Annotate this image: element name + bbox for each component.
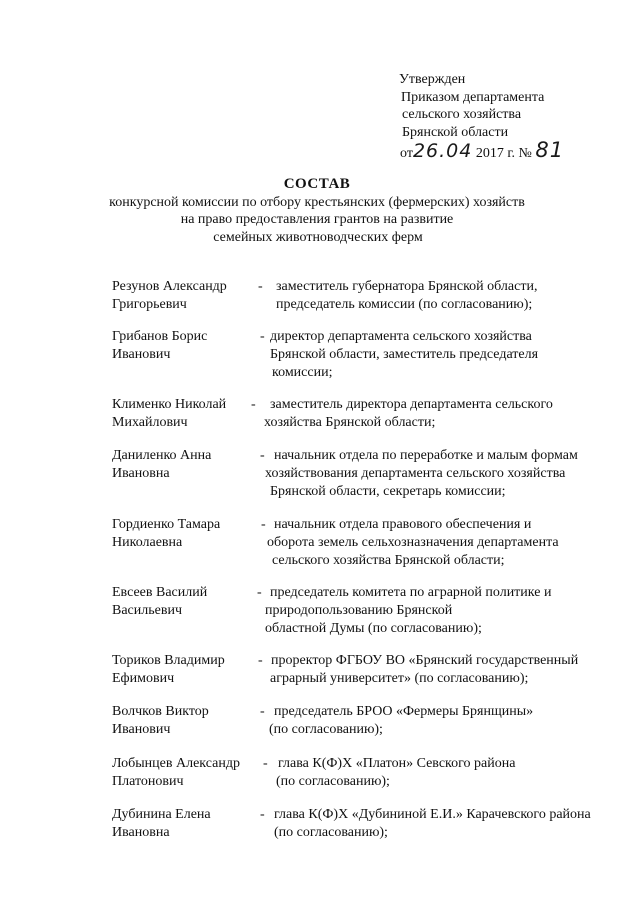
member-role-line: начальник отдела правового обеспечения и [274, 517, 532, 532]
member-role-line: председатель комиссии (по согласованию); [276, 297, 533, 312]
member-role-line: (по согласованию); [274, 825, 388, 840]
member-role-line: заместитель директора департамента сельского [270, 397, 553, 412]
member-name-line: Михайлович [112, 415, 188, 430]
member-name [112, 703, 257, 739]
header-line: на право предоставления грантов на развитие [180, 212, 454, 227]
entry-dash: - [258, 279, 263, 294]
member-name-line: Васильевич [112, 603, 182, 618]
member-name-line: Ториков Владимир [112, 653, 225, 668]
header-line: конкурсной комиссии по отбору крестьянских (фермерских) хозяйств [109, 194, 525, 210]
member-name-line: Волчков Виктор [112, 704, 209, 719]
member-name [112, 806, 257, 842]
member-role-line: начальник отдела по переработке и малым формам [274, 448, 578, 463]
member-name-line: Евсеев Василий [112, 585, 208, 600]
approval-line: Утвержден [399, 72, 466, 87]
entry-dash: - [251, 397, 256, 412]
member-role-line: комиссии; [272, 365, 333, 380]
document-title: СОСТАВ [283, 176, 351, 192]
member-role-line: директор департамента сельского хозяйства [270, 329, 532, 344]
member-name [112, 652, 257, 688]
handwritten-date: 26.04 [412, 140, 473, 162]
header-line: семейных животноводческих ферм [213, 229, 423, 245]
member-name-line: Ивановна [112, 466, 170, 481]
member-role-line: (по согласованию); [269, 722, 383, 737]
member-role-line: (по согласованию); [276, 774, 390, 789]
member-role-line: Брянской области, секретарь комиссии; [270, 484, 506, 499]
member-name [112, 584, 257, 620]
member-name-line: Резунов Александр [112, 279, 227, 294]
member-role-line: хозяйствования департамента сельского хозяйства [265, 466, 566, 481]
member-name-line: Иванович [112, 347, 171, 362]
member-role-line: председатель БРОО «Фермеры Брянщины» [274, 704, 534, 719]
year-number-label: 2017 г. № [475, 146, 532, 161]
member-role-line: заместитель губернатора Брянской области, [276, 279, 538, 294]
member-role-line: Брянской области, заместитель председателя [270, 347, 539, 362]
member-name-line: Грибанов Борис [112, 329, 208, 344]
member-name-line: Григорьевич [112, 297, 187, 312]
member-name-line: Дубинина Елена [112, 807, 211, 822]
member-role-line: сельского хозяйства Брянской области; [272, 553, 505, 568]
member-role-line: глава К(Ф)Х «Платон» Севского района [278, 756, 516, 771]
member-name-line: Иванович [112, 722, 171, 737]
member-name-line: Ивановна [112, 825, 170, 840]
member-role-line: председатель комитета по аграрной политике и [270, 585, 552, 600]
member-name-line: Платонович [112, 774, 184, 789]
entry-dash: - [260, 329, 265, 344]
member-role-line: аграрный университет» (по согласованию); [270, 671, 529, 686]
member-name [112, 447, 257, 483]
member-name [112, 278, 257, 314]
entry-dash: - [258, 653, 263, 668]
member-role-line: глава К(Ф)Х «Дубининой Е.И.» Карачевского района [274, 807, 591, 822]
member-name [112, 328, 257, 364]
handwritten-order-number: 81 [535, 138, 565, 162]
member-name [112, 755, 257, 791]
entry-dash: - [260, 448, 265, 463]
member-name-line: Николаевна [112, 535, 183, 550]
entry-dash: - [257, 585, 262, 600]
member-name-line: Лобынцев Александр [112, 756, 240, 771]
date-prefix: от [400, 146, 413, 161]
approval-line: Брянской области [402, 124, 509, 140]
entry-dash: - [263, 756, 268, 771]
member-role-line: областной Думы (по согласованию); [265, 621, 482, 636]
member-role-line: природопользованию Брянской [265, 603, 453, 618]
entry-dash: - [260, 704, 265, 719]
approval-line: сельского хозяйства [402, 107, 522, 122]
member-name [112, 396, 257, 432]
member-name-line: Гордиенко Тамара [112, 517, 221, 532]
member-role-line: оборота земель сельхозназначения департамента [267, 535, 559, 550]
approval-line: Приказом департамента [401, 89, 545, 105]
member-role-line: проректор ФГБОУ ВО «Брянский государственный [271, 653, 579, 668]
member-role-line: хозяйства Брянской области; [264, 415, 436, 430]
member-name [112, 516, 257, 552]
member-name-line: Даниленко Анна [112, 448, 212, 463]
entry-dash: - [260, 807, 265, 822]
entry-dash: - [261, 517, 266, 532]
member-name-line: Клименко Николай [112, 397, 227, 412]
member-name-line: Ефимович [112, 671, 175, 686]
